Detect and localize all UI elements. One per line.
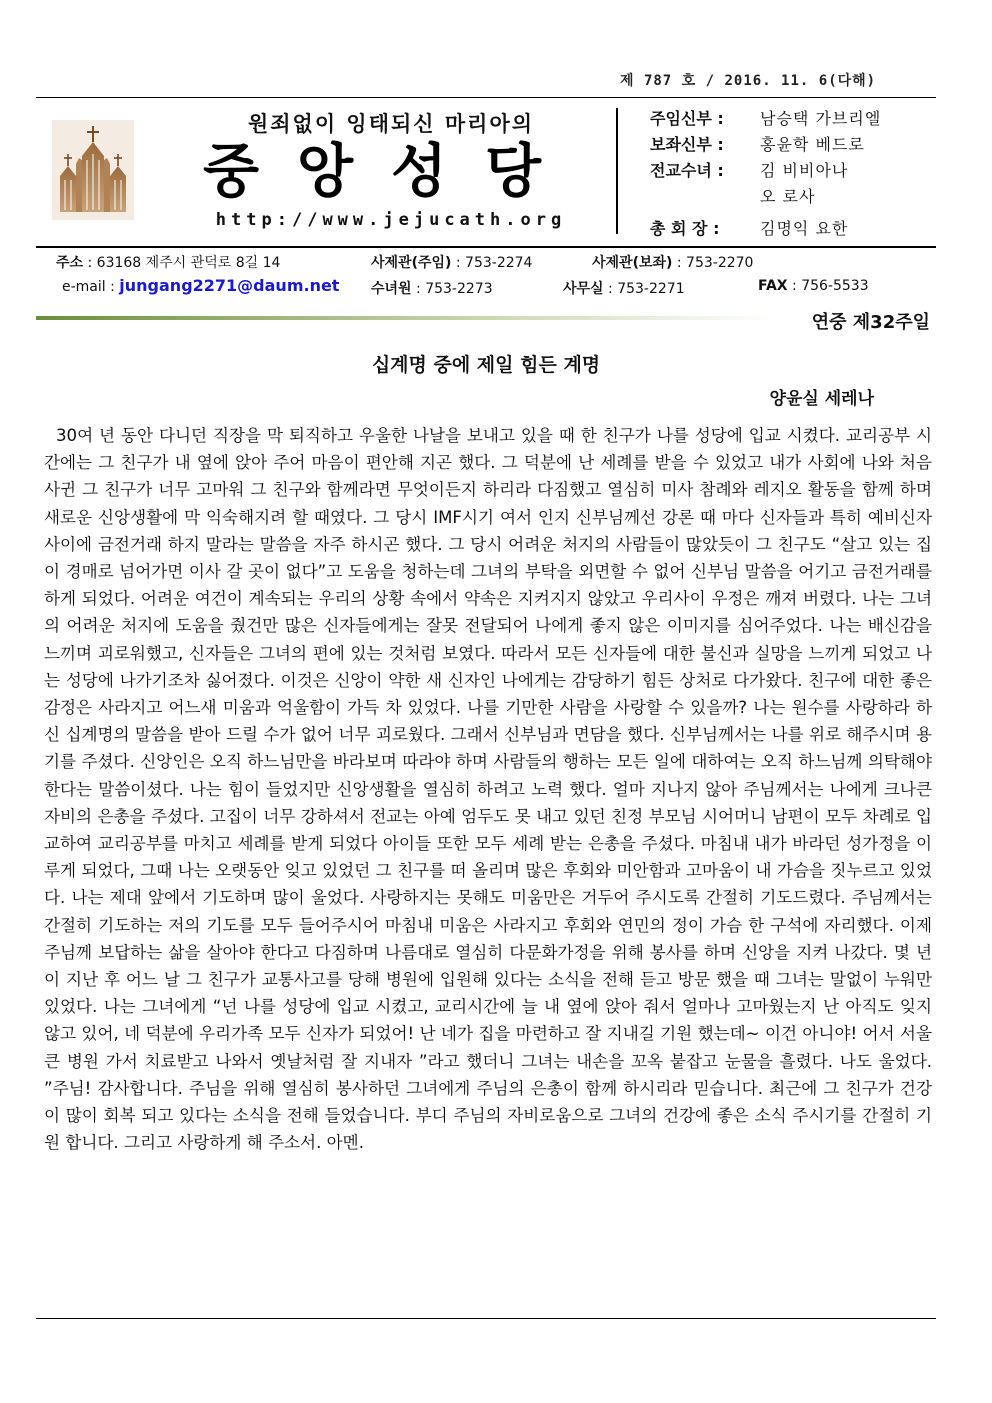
contact-info (36, 248, 936, 310)
email-label: e-mail : (62, 279, 115, 295)
fax-label: FAX (758, 278, 788, 294)
article-title: 십계명 중에 제일 힘든 계명 (371, 354, 601, 376)
fax-value: : 756-5533 (792, 278, 869, 294)
staff-row (650, 158, 936, 184)
rectory-assist-phone (592, 252, 753, 272)
rectory-main-label: 사제관(주임) (371, 255, 452, 271)
article-author: 양윤실 세레나 (769, 389, 874, 409)
church-name: 중앙성당 (202, 137, 580, 205)
staff-role: 전교수녀 : (650, 161, 724, 180)
church-subtitle: 원죄없이 잉태되신 마리아의 (247, 112, 535, 136)
convent-phone (371, 278, 493, 298)
staff-name: 오 로사 (760, 187, 816, 206)
staff-name: 김 비비아나 (760, 161, 849, 180)
liturgical-sunday: 연중 제32주일 (811, 312, 930, 333)
staff-role: 주임신부 : (650, 109, 724, 128)
section-divider (36, 316, 776, 320)
convent-label: 수녀원 (371, 281, 412, 297)
cathedral-logo-icon (52, 120, 134, 220)
staff-row (650, 106, 936, 132)
staff-row (650, 132, 936, 158)
masthead-divider (616, 108, 618, 234)
email-link[interactable]: jungang2271@daum.net (119, 276, 340, 295)
address-label: 주소 (56, 255, 84, 271)
office-value: : 753-2271 (608, 281, 685, 297)
office-label: 사무실 (563, 281, 604, 297)
fax-number (758, 278, 869, 294)
office-phone (563, 278, 685, 298)
staff-name: 남승택 가브리엘 (760, 109, 882, 128)
staff-role: 보좌신부 : (650, 135, 724, 154)
convent-value: : 753-2273 (416, 281, 493, 297)
rectory-main-value: : 753-2274 (455, 255, 533, 271)
staff-row (650, 216, 936, 242)
article-body: 30여 년 동안 다니던 직장을 막 퇴직하고 우울한 나날을 보내고 있을 때 한 친구가 나를 성당에 입교 시켰다. 교리공부 시간에는 그 친구가 내 옆에 앉아 주어 마음이 편안해 지곤 했다. 그 덕분에 난 세례를 받을 수 있었고 내가 사회에 나와 처음 사귄 그 친구가 너무 고마워 그 친구와 함께라면 무엇이든지 하리라 다짐했고 열심히 미사 참례와 레지오 활동을 함께 하며 새로운 신앙생활에 막 익숙해지려 할 때였다. 그 당시 IMF시기 여서 인지 신부님께선 강론 때 마다 신자들과 특히 예비신자 사이에 금전거래 하지 말라는 말씀을 자주 하시곤 했다. 그 당시 어려운 처지의 사람들이 많았듯이 그 친구도 “살고 있는 집이 경매로 넘어가면 이사 갈 곳이 없다”고 도움을 청하는데 그녀의 부탁을 외면할 수 없어 신부님 말씀을 어기고 금전거래를 하게 되었다. 어려운 여건이 계속되는 우리의 상황 속에서 약속은 지켜지지 않았고 우리사이 우정은 깨져 버렸다. 나는 그녀의 어려운 처지에 도움을 줬건만 많은 신자들에게는 잘못 전달되어 나에게 좋지 않은 이미지를 심어주었다. 나는 배신감을 느끼며 괴로워했고, 신자들은 그녀의 편에 있는 것처럼 보였다. 따라서 모든 신자들에 대한 불신과 실망을 느끼게 되었고 나는 성당에 나가기조차 싫어졌다. 이것은 신앙이 약한 새 신자인 나에게는 감당하기 힘든 상처로 다가왔다. 친구에 대한 좋은 감정은 사라지고 어느새 미움과 억울함이 가득 차 있었다. 나를 기만한 사람을 사랑할 수 있을까? 나는 원수를 사랑하라 하신 십계명의 말씀을 받아 드릴 수가 없어 너무 괴로웠다. 그래서 신부님과 면담을 했다. 신부님께서는 나를 위로 해주시며 용기를 주셨다. 신앙인은 오직 하느님만을 바라보며 따라야 하며 사람들의 행하는 모든 일에 대하여는 오직 하느님께 의탁해야 한다는 말씀이셨다. 나는 힘이 들었지만 신앙생활을 열심히 하려고 노력 했다. 얼마 지나지 않아 주님께서는 나에게 크나큰 자비의 은총을 주셨다. 고집이 너무 강하셔서 전교는 아예 엄두도 못 내고 있던 친정 부모님 시어머니 남편이 모두 차례로 입교하여 교리공부를 마치고 세례를 받게 되었다 아이들 또한 모두 세례 받는 은총을 주셨다. 마침내 내가 바라던 성가정을 이루게 되었다, 그때 나는 오랫동안 잊고 있었던 그 친구를 떠 올리며 많은 후회와 미안함과 고마움이 내 가슴을 짓누르고 있었다. 나는 제대 앞에서 기도하며 많이 울었다. 사랑하지는 못해도 미움만은 거두어 주시도록 간절히 기도드렸다. 주님께서는 간절히 기도하는 저의 기도를 모두 들어주시어 마침내 미움은 사라지고 후회와 연민의 정이 가슴 한 구석에 자리했다. 이제 주님께 보답하는 삶을 살아야 한다고 다짐하며 나름대로 열심히 다문화가정을 위해 봉사를 하며 신앙을 지켜 나갔다. 몇 년이 지난 후 어느 날 그 친구가 교통사고를 당해 병원에 입원해 있다는 소식을 전해 듣고 방문 했을 때 그녀는 말없이 누워만 있었다. 나는 그녀에게 “넌 나를 성당에 입교 시켰고, 교리시간에 늘 내 옆에 앉아 줘서 얼마나 고마웠는지 난 아직도 잊지 않고 있어, 네 덕분에 우리가족 모두 신자가 되었어! 난 네가 집을 마련하고 잘 지내길 기원 했는데~ 이건 아니야! 어서 서울 큰 병원 가서 치료받고 나와서 옛날처럼 잘 지내자 ”라고 했더니 그녀는 내손을 꼬옥 붙잡고 눈물을 흘렸다. 나도 울었다. ”주님! 감사합니다. 주님을 위해 열심히 봉사하던 그녀에게 주님의 은총이 함께 하시리라 믿습니다. 최근에 그 친구가 건강이 많이 회복 되고 있다는 소식을 전해 들었습니다. 부디 주님의 자비로움으로 그녀의 건강에 좋은 소식 주시기를 간절히 기원 합니다. 그리고 사랑하게 해 주소서. 아멘. (44, 426, 932, 1153)
rectory-main-phone (371, 252, 532, 272)
staff-list (650, 106, 936, 242)
masthead (36, 97, 936, 248)
issue-number: 제 787 호 / 2016. 11. 6(다해) (620, 73, 877, 89)
email (62, 276, 339, 295)
staff-role: 총 회 장 : (650, 219, 720, 238)
address (56, 252, 280, 272)
rectory-assist-label: 사제관(보좌) (592, 255, 673, 271)
church-website-link[interactable]: http://www.jejucath.org (215, 210, 567, 230)
staff-row (650, 184, 936, 210)
rectory-assist-value: : 753-2270 (676, 255, 754, 271)
staff-name: 김명익 요한 (760, 219, 849, 238)
staff-role (650, 184, 760, 210)
bottom-divider (36, 1318, 936, 1319)
staff-name: 홍윤학 베드로 (760, 135, 865, 154)
address-value: : 63168 제주시 관덕로 8길 14 (87, 255, 281, 271)
